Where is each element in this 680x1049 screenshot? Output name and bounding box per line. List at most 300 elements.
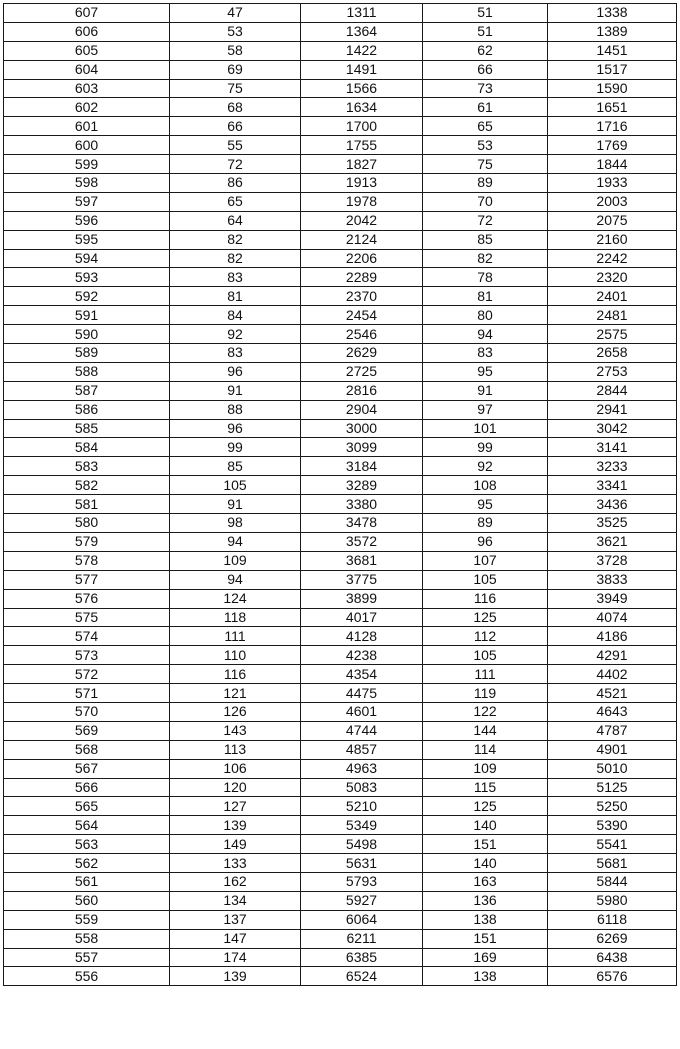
- count-a-cell: 113: [170, 740, 301, 759]
- count-b-cell: 75: [423, 155, 548, 174]
- count-a-cell: 174: [170, 948, 301, 967]
- score-cell: 582: [4, 476, 170, 495]
- count-a-cell: 55: [170, 136, 301, 155]
- cumulative-a-cell: 3380: [301, 495, 423, 514]
- count-a-cell: 111: [170, 627, 301, 646]
- count-b-cell: 114: [423, 740, 548, 759]
- count-a-cell: 98: [170, 514, 301, 533]
- score-cell: 566: [4, 778, 170, 797]
- cumulative-a-cell: 4475: [301, 684, 423, 703]
- table-row: [4, 910, 677, 929]
- cumulative-b-cell: 2003: [548, 192, 677, 211]
- cumulative-a-cell: 4963: [301, 759, 423, 778]
- count-a-cell: 116: [170, 665, 301, 684]
- count-b-cell: 85: [423, 230, 548, 249]
- count-b-cell: 108: [423, 476, 548, 495]
- cumulative-b-cell: 5125: [548, 778, 677, 797]
- score-cell: 597: [4, 192, 170, 211]
- score-cell: 580: [4, 514, 170, 533]
- count-b-cell: 61: [423, 98, 548, 117]
- count-a-cell: 121: [170, 684, 301, 703]
- count-b-cell: 116: [423, 589, 548, 608]
- cumulative-b-cell: 1844: [548, 155, 677, 174]
- table-row: [4, 287, 677, 306]
- count-a-cell: 137: [170, 910, 301, 929]
- table-row: [4, 381, 677, 400]
- cumulative-b-cell: 6576: [548, 967, 677, 986]
- count-b-cell: 151: [423, 929, 548, 948]
- table-row: [4, 230, 677, 249]
- cumulative-b-cell: 2160: [548, 230, 677, 249]
- cumulative-a-cell: 4128: [301, 627, 423, 646]
- score-cell: 572: [4, 665, 170, 684]
- score-cell: 604: [4, 60, 170, 79]
- score-cell: 601: [4, 117, 170, 136]
- cumulative-b-cell: 3233: [548, 457, 677, 476]
- table-row: [4, 551, 677, 570]
- table-row: [4, 778, 677, 797]
- table-row: [4, 627, 677, 646]
- cumulative-b-cell: 5010: [548, 759, 677, 778]
- table-row: [4, 476, 677, 495]
- table-row: [4, 835, 677, 854]
- cumulative-a-cell: 4601: [301, 702, 423, 721]
- cumulative-b-cell: 2320: [548, 268, 677, 287]
- count-a-cell: 72: [170, 155, 301, 174]
- cumulative-a-cell: 2816: [301, 381, 423, 400]
- table-row: [4, 532, 677, 551]
- cumulative-a-cell: 1311: [301, 4, 423, 23]
- count-b-cell: 125: [423, 797, 548, 816]
- cumulative-a-cell: 1422: [301, 41, 423, 60]
- score-cell: 561: [4, 872, 170, 891]
- cumulative-a-cell: 1634: [301, 98, 423, 117]
- score-cell: 565: [4, 797, 170, 816]
- score-cell: 578: [4, 551, 170, 570]
- score-cell: 568: [4, 740, 170, 759]
- table-row: [4, 22, 677, 41]
- count-b-cell: 65: [423, 117, 548, 136]
- cumulative-b-cell: 3341: [548, 476, 677, 495]
- score-cell: 596: [4, 211, 170, 230]
- count-b-cell: 138: [423, 967, 548, 986]
- table-row: [4, 816, 677, 835]
- count-a-cell: 58: [170, 41, 301, 60]
- count-a-cell: 82: [170, 230, 301, 249]
- table-row: [4, 721, 677, 740]
- cumulative-a-cell: 2725: [301, 362, 423, 381]
- cumulative-a-cell: 2454: [301, 306, 423, 325]
- count-a-cell: 162: [170, 872, 301, 891]
- table-row: [4, 457, 677, 476]
- count-b-cell: 89: [423, 174, 548, 193]
- cumulative-b-cell: 2481: [548, 306, 677, 325]
- cumulative-b-cell: 2242: [548, 249, 677, 268]
- score-cell: 591: [4, 306, 170, 325]
- count-a-cell: 120: [170, 778, 301, 797]
- count-b-cell: 78: [423, 268, 548, 287]
- cumulative-a-cell: 5631: [301, 854, 423, 873]
- count-b-cell: 92: [423, 457, 548, 476]
- table-row: [4, 570, 677, 589]
- cumulative-b-cell: 2753: [548, 362, 677, 381]
- score-cell: 558: [4, 929, 170, 948]
- cumulative-b-cell: 3728: [548, 551, 677, 570]
- score-cell: 577: [4, 570, 170, 589]
- count-b-cell: 140: [423, 816, 548, 835]
- cumulative-a-cell: 4857: [301, 740, 423, 759]
- cumulative-a-cell: 6064: [301, 910, 423, 929]
- score-cell: 586: [4, 400, 170, 419]
- cumulative-b-cell: 5844: [548, 872, 677, 891]
- count-b-cell: 122: [423, 702, 548, 721]
- count-a-cell: 92: [170, 325, 301, 344]
- score-cell: 598: [4, 174, 170, 193]
- count-a-cell: 124: [170, 589, 301, 608]
- table-row: [4, 665, 677, 684]
- cumulative-b-cell: 4643: [548, 702, 677, 721]
- count-b-cell: 51: [423, 4, 548, 23]
- count-a-cell: 133: [170, 854, 301, 873]
- cumulative-b-cell: 3042: [548, 419, 677, 438]
- count-a-cell: 134: [170, 891, 301, 910]
- count-a-cell: 83: [170, 344, 301, 363]
- count-b-cell: 73: [423, 79, 548, 98]
- cumulative-b-cell: 1389: [548, 22, 677, 41]
- score-cell: 584: [4, 438, 170, 457]
- table-row: [4, 155, 677, 174]
- cumulative-b-cell: 3525: [548, 514, 677, 533]
- score-cell: 590: [4, 325, 170, 344]
- count-a-cell: 139: [170, 967, 301, 986]
- cumulative-a-cell: 6211: [301, 929, 423, 948]
- score-cell: 575: [4, 608, 170, 627]
- cumulative-b-cell: 1590: [548, 79, 677, 98]
- count-b-cell: 81: [423, 287, 548, 306]
- score-cell: 592: [4, 287, 170, 306]
- count-a-cell: 82: [170, 249, 301, 268]
- cumulative-a-cell: 4354: [301, 665, 423, 684]
- score-cell: 569: [4, 721, 170, 740]
- count-b-cell: 138: [423, 910, 548, 929]
- cumulative-a-cell: 3572: [301, 532, 423, 551]
- cumulative-b-cell: 2575: [548, 325, 677, 344]
- count-b-cell: 91: [423, 381, 548, 400]
- cumulative-b-cell: 5250: [548, 797, 677, 816]
- table-row: [4, 249, 677, 268]
- score-cell: 593: [4, 268, 170, 287]
- count-b-cell: 163: [423, 872, 548, 891]
- count-b-cell: 144: [423, 721, 548, 740]
- table-row: [4, 495, 677, 514]
- score-cell: 576: [4, 589, 170, 608]
- count-a-cell: 75: [170, 79, 301, 98]
- count-a-cell: 66: [170, 117, 301, 136]
- cumulative-a-cell: 5349: [301, 816, 423, 835]
- cumulative-a-cell: 1491: [301, 60, 423, 79]
- cumulative-b-cell: 3436: [548, 495, 677, 514]
- count-b-cell: 115: [423, 778, 548, 797]
- table-row: [4, 608, 677, 627]
- count-a-cell: 65: [170, 192, 301, 211]
- count-a-cell: 81: [170, 287, 301, 306]
- count-b-cell: 94: [423, 325, 548, 344]
- table-row: [4, 4, 677, 23]
- score-cell: 564: [4, 816, 170, 835]
- score-cell: 581: [4, 495, 170, 514]
- score-cell: 579: [4, 532, 170, 551]
- cumulative-a-cell: 1827: [301, 155, 423, 174]
- count-a-cell: 126: [170, 702, 301, 721]
- count-b-cell: 95: [423, 495, 548, 514]
- score-cell: 583: [4, 457, 170, 476]
- table-row: [4, 268, 677, 287]
- cumulative-b-cell: 5980: [548, 891, 677, 910]
- table-row: [4, 362, 677, 381]
- cumulative-b-cell: 5681: [548, 854, 677, 873]
- table-row: [4, 740, 677, 759]
- count-a-cell: 149: [170, 835, 301, 854]
- table-body: [4, 4, 677, 986]
- count-b-cell: 105: [423, 646, 548, 665]
- cumulative-b-cell: 2941: [548, 400, 677, 419]
- count-b-cell: 125: [423, 608, 548, 627]
- table-row: [4, 344, 677, 363]
- cumulative-a-cell: 3899: [301, 589, 423, 608]
- score-cell: 560: [4, 891, 170, 910]
- count-b-cell: 70: [423, 192, 548, 211]
- count-a-cell: 143: [170, 721, 301, 740]
- score-cell: 602: [4, 98, 170, 117]
- count-a-cell: 91: [170, 495, 301, 514]
- count-b-cell: 53: [423, 136, 548, 155]
- count-b-cell: 119: [423, 684, 548, 703]
- cumulative-b-cell: 3621: [548, 532, 677, 551]
- cumulative-a-cell: 2370: [301, 287, 423, 306]
- table-row: [4, 192, 677, 211]
- count-b-cell: 151: [423, 835, 548, 854]
- cumulative-b-cell: 1451: [548, 41, 677, 60]
- score-cell: 567: [4, 759, 170, 778]
- cumulative-a-cell: 3099: [301, 438, 423, 457]
- cumulative-a-cell: 2206: [301, 249, 423, 268]
- score-cell: 606: [4, 22, 170, 41]
- cumulative-a-cell: 4744: [301, 721, 423, 740]
- count-b-cell: 72: [423, 211, 548, 230]
- cumulative-b-cell: 4521: [548, 684, 677, 703]
- count-a-cell: 118: [170, 608, 301, 627]
- count-a-cell: 94: [170, 570, 301, 589]
- count-a-cell: 68: [170, 98, 301, 117]
- cumulative-a-cell: 1755: [301, 136, 423, 155]
- cumulative-b-cell: 4787: [548, 721, 677, 740]
- count-b-cell: 89: [423, 514, 548, 533]
- count-b-cell: 96: [423, 532, 548, 551]
- cumulative-a-cell: 4017: [301, 608, 423, 627]
- count-b-cell: 62: [423, 41, 548, 60]
- count-a-cell: 88: [170, 400, 301, 419]
- count-a-cell: 64: [170, 211, 301, 230]
- cumulative-b-cell: 4901: [548, 740, 677, 759]
- table-row: [4, 41, 677, 60]
- count-a-cell: 96: [170, 419, 301, 438]
- table-row: [4, 211, 677, 230]
- table-row: [4, 929, 677, 948]
- cumulative-a-cell: 1364: [301, 22, 423, 41]
- cumulative-a-cell: 2629: [301, 344, 423, 363]
- score-cell: 605: [4, 41, 170, 60]
- table-row: [4, 948, 677, 967]
- count-b-cell: 107: [423, 551, 548, 570]
- cumulative-a-cell: 2289: [301, 268, 423, 287]
- cumulative-b-cell: 2401: [548, 287, 677, 306]
- cumulative-a-cell: 2904: [301, 400, 423, 419]
- table-row: [4, 702, 677, 721]
- cumulative-a-cell: 5083: [301, 778, 423, 797]
- count-a-cell: 83: [170, 268, 301, 287]
- count-a-cell: 109: [170, 551, 301, 570]
- count-b-cell: 112: [423, 627, 548, 646]
- cumulative-a-cell: 2546: [301, 325, 423, 344]
- cumulative-a-cell: 1978: [301, 192, 423, 211]
- table-row: [4, 854, 677, 873]
- cumulative-b-cell: 6269: [548, 929, 677, 948]
- count-a-cell: 106: [170, 759, 301, 778]
- count-b-cell: 105: [423, 570, 548, 589]
- cumulative-a-cell: 3184: [301, 457, 423, 476]
- cumulative-b-cell: 2075: [548, 211, 677, 230]
- cumulative-b-cell: 3141: [548, 438, 677, 457]
- count-b-cell: 82: [423, 249, 548, 268]
- cumulative-b-cell: 5390: [548, 816, 677, 835]
- cumulative-a-cell: 1566: [301, 79, 423, 98]
- count-a-cell: 69: [170, 60, 301, 79]
- cumulative-b-cell: 3949: [548, 589, 677, 608]
- table-row: [4, 79, 677, 98]
- cumulative-b-cell: 1338: [548, 4, 677, 23]
- score-cell: 599: [4, 155, 170, 174]
- cumulative-b-cell: 1933: [548, 174, 677, 193]
- table-row: [4, 325, 677, 344]
- score-cell: 607: [4, 4, 170, 23]
- table-row: [4, 400, 677, 419]
- score-cell: 600: [4, 136, 170, 155]
- count-a-cell: 110: [170, 646, 301, 665]
- count-a-cell: 139: [170, 816, 301, 835]
- count-b-cell: 95: [423, 362, 548, 381]
- cumulative-b-cell: 3833: [548, 570, 677, 589]
- cumulative-a-cell: 5793: [301, 872, 423, 891]
- table-row: [4, 759, 677, 778]
- count-a-cell: 99: [170, 438, 301, 457]
- count-a-cell: 47: [170, 4, 301, 23]
- cumulative-a-cell: 3478: [301, 514, 423, 533]
- table-row: [4, 646, 677, 665]
- cumulative-a-cell: 3775: [301, 570, 423, 589]
- cumulative-b-cell: 1716: [548, 117, 677, 136]
- count-b-cell: 109: [423, 759, 548, 778]
- cumulative-a-cell: 3681: [301, 551, 423, 570]
- cumulative-a-cell: 6524: [301, 967, 423, 986]
- table-row: [4, 967, 677, 986]
- count-a-cell: 86: [170, 174, 301, 193]
- cumulative-b-cell: 6118: [548, 910, 677, 929]
- table-row: [4, 872, 677, 891]
- cumulative-b-cell: 4186: [548, 627, 677, 646]
- count-a-cell: 85: [170, 457, 301, 476]
- score-cell: 603: [4, 79, 170, 98]
- cumulative-a-cell: 3000: [301, 419, 423, 438]
- score-cell: 562: [4, 854, 170, 873]
- score-cell: 595: [4, 230, 170, 249]
- cumulative-b-cell: 4402: [548, 665, 677, 684]
- table-row: [4, 438, 677, 457]
- score-cell: 557: [4, 948, 170, 967]
- table-row: [4, 891, 677, 910]
- count-b-cell: 99: [423, 438, 548, 457]
- score-cell: 585: [4, 419, 170, 438]
- count-a-cell: 127: [170, 797, 301, 816]
- cumulative-a-cell: 1913: [301, 174, 423, 193]
- cumulative-a-cell: 5927: [301, 891, 423, 910]
- cumulative-a-cell: 6385: [301, 948, 423, 967]
- table-row: [4, 117, 677, 136]
- table-row: [4, 419, 677, 438]
- score-cell: 571: [4, 684, 170, 703]
- count-b-cell: 51: [423, 22, 548, 41]
- score-cell: 563: [4, 835, 170, 854]
- table-row: [4, 684, 677, 703]
- cumulative-a-cell: 4238: [301, 646, 423, 665]
- table-row: [4, 136, 677, 155]
- count-a-cell: 94: [170, 532, 301, 551]
- score-cell: 587: [4, 381, 170, 400]
- score-distribution-table: [3, 3, 677, 986]
- count-a-cell: 53: [170, 22, 301, 41]
- count-b-cell: 136: [423, 891, 548, 910]
- cumulative-a-cell: 2042: [301, 211, 423, 230]
- table-row: [4, 589, 677, 608]
- count-b-cell: 101: [423, 419, 548, 438]
- table-row: [4, 306, 677, 325]
- cumulative-b-cell: 5541: [548, 835, 677, 854]
- count-b-cell: 83: [423, 344, 548, 363]
- count-b-cell: 66: [423, 60, 548, 79]
- count-a-cell: 91: [170, 381, 301, 400]
- cumulative-a-cell: 5498: [301, 835, 423, 854]
- table-row: [4, 797, 677, 816]
- cumulative-b-cell: 4291: [548, 646, 677, 665]
- score-cell: 588: [4, 362, 170, 381]
- cumulative-b-cell: 1769: [548, 136, 677, 155]
- cumulative-b-cell: 1651: [548, 98, 677, 117]
- table-row: [4, 60, 677, 79]
- count-a-cell: 105: [170, 476, 301, 495]
- cumulative-b-cell: 2844: [548, 381, 677, 400]
- cumulative-b-cell: 1517: [548, 60, 677, 79]
- cumulative-b-cell: 4074: [548, 608, 677, 627]
- cumulative-a-cell: 3289: [301, 476, 423, 495]
- count-b-cell: 80: [423, 306, 548, 325]
- count-b-cell: 140: [423, 854, 548, 873]
- table-row: [4, 514, 677, 533]
- score-cell: 589: [4, 344, 170, 363]
- table-row: [4, 174, 677, 193]
- cumulative-a-cell: 1700: [301, 117, 423, 136]
- count-a-cell: 96: [170, 362, 301, 381]
- count-a-cell: 84: [170, 306, 301, 325]
- score-cell: 573: [4, 646, 170, 665]
